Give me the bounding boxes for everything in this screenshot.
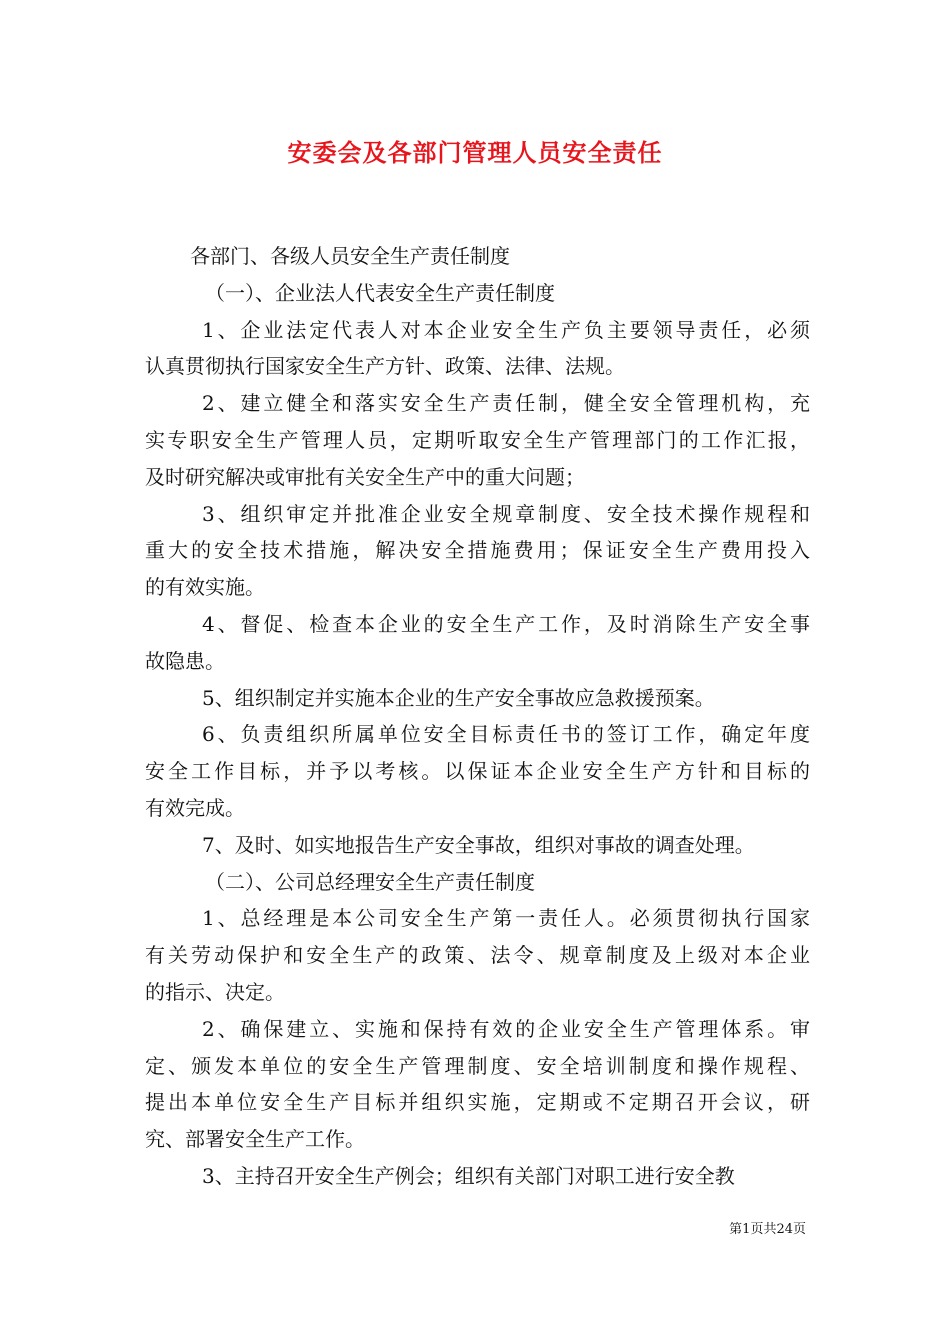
paragraph-line: 及时研究解决或审批有关安全生产中的重大问题； [145, 464, 585, 489]
subsection-heading: （二）、公司总经理安全生产责任制度 [205, 869, 535, 894]
paragraph-line: 有关劳动保护和安全生产的政策、法令、规章制度及上级对本企业 [145, 943, 810, 968]
paragraph-line: 7、及时、如实地报告生产安全事故，组织对事故的调查处理。 [202, 832, 755, 857]
paragraph-line: 1、总经理是本公司安全生产第一责任人。必须贯彻执行国家 [202, 906, 810, 931]
paragraph-line: 2、确保建立、实施和保持有效的企业安全生产管理体系。审 [202, 1016, 810, 1041]
paragraph-line: 提出本单位安全生产目标并组织实施，定期或不定期召开会议，研 [145, 1090, 810, 1115]
paragraph-line: 4、督促、检查本企业的安全生产工作，及时消除生产安全事 [202, 611, 810, 636]
paragraph-line: 6、负责组织所属单位安全目标责任书的签订工作，确定年度 [202, 722, 810, 747]
paragraph-line: 1、企业法定代表人对本企业安全生产负主要领导责任，必须 [202, 317, 810, 342]
paragraph-line: 5、组织制定并实施本企业的生产安全事故应急救援预案。 [202, 685, 715, 710]
document-body [145, 238, 810, 1195]
paragraph-line: 有效完成。 [145, 795, 245, 820]
paragraph-line: 的有效实施。 [145, 575, 265, 600]
paragraph-line: 故隐患。 [145, 648, 225, 673]
paragraph-line: 实专职安全生产管理人员，定期听取安全生产管理部门的工作汇报， [145, 427, 810, 452]
page-number: 第1页共24页 [729, 1222, 806, 1237]
paragraph-line: 2、建立健全和落实安全生产责任制，健全安全管理机构，充 [202, 391, 810, 416]
paragraph-line: 定、颁发本单位的安全生产管理制度、安全培训制度和操作规程、 [145, 1053, 810, 1078]
paragraph-line: 认真贯彻执行国家安全生产方针、政策、法律、法规。 [145, 354, 625, 379]
section-heading: 各部门、各级人员安全生产责任制度 [190, 244, 510, 268]
paragraph-line: 安全工作目标，并予以考核。以保证本企业安全生产方针和目标的 [145, 759, 810, 784]
paragraph-line: 重大的安全技术措施，解决安全措施费用；保证安全生产费用投入 [145, 538, 810, 563]
paragraph-line: 3、组织审定并批准企业安全规章制度、安全技术操作规程和 [202, 501, 810, 526]
subsection-heading: （一）、企业法人代表安全生产责任制度 [205, 280, 555, 305]
paragraph-line: 3、主持召开安全生产例会；组织有关部门对职工进行安全教 [202, 1163, 735, 1188]
paragraph-line: 的指示、决定。 [145, 979, 285, 1004]
paragraph-line: 究、部署安全生产工作。 [145, 1127, 365, 1152]
document-title: 安委会及各部门管理人员安全责任 [287, 138, 663, 167]
